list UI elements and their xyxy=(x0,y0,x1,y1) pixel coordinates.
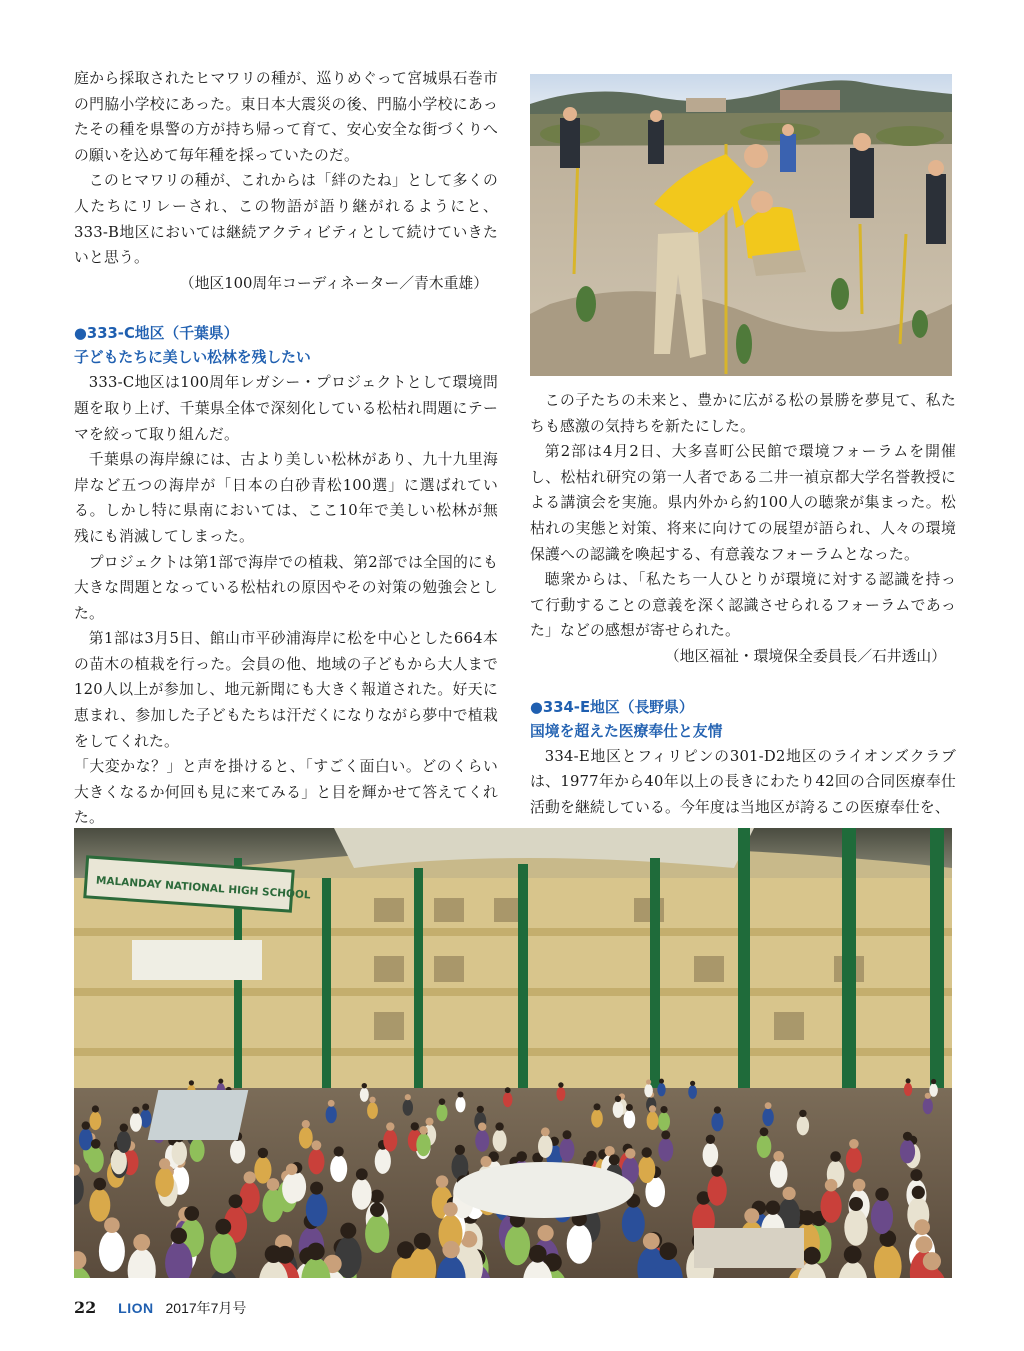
body-paragraph: 千葉県の海岸線には、古より美しい松林があり、九十九里海岸など五つの海岸が「日本の白砂青松100選」に選ばれている。しかし特に県南においては、ここ10年で美しい松林が無残にも消滅してしまった。 xyxy=(74,451,498,545)
intro-paragraph: 庭から採取されたヒマワリの種が、巡りめぐって宮城県石巻市の門脇小学校にあった。東日本大震災の後、門脇小学校にあったその種を県警の方が持ち帰って育て、安心安全な街づくりへの願いを込めて毎年種を採っていたのだ。 xyxy=(74,70,498,164)
body-paragraph: 第1部は3月5日、館山市平砂浦海岸に松を中心とした664本の苗木の植栽を行った。会員の他、地域の子どもから大人まで120人以上が参加し、地元新聞にも大きく報道された。好天に恵まれ、参加した子どもたちは汗だくになりながら夢中で植栽をしてくれた。 xyxy=(74,630,498,750)
body-paragraph: プロジェクトは第1部で海岸での植栽、第2部では全国的にも大きな問題となっている松枯れの原因やその対策の勉強会とした。 xyxy=(74,553,498,622)
quote-paragraph: 「大変かな？」と声を掛けると、「すごく面白い。どのくらい大きくなるか何回も見に来てみる」と目を輝かせて答えてくれた。 xyxy=(74,758,498,827)
left-column xyxy=(74,66,498,831)
body-paragraph: 第2部は4月2日、大多喜町公民館で環境フォーラムを開催し、松枯れ研究の第一人者である二井一禎京都大学名誉教授による講演会を実施。県内外から約100人の聴衆が集まった。松枯れの実態と対策、将来に向けての展望が語られ、人々の環境保護への認識を喚起する、有意義なフォーラムとなった。 xyxy=(530,443,956,563)
article-credit: （地区100周年コーディネーター／青木重雄） xyxy=(179,274,488,292)
medical-mission-photo xyxy=(74,828,952,1278)
right-column xyxy=(530,388,956,820)
section-subheading-333c: 子どもたちに美しい松林を残したい xyxy=(74,349,311,367)
page-number: 22 xyxy=(74,1298,97,1317)
issue-date: 2017年7月号 xyxy=(165,1300,247,1316)
body-paragraph: 333-C地区は100周年レガシー・プロジェクトとして環境問題を取り上げ、千葉県全体で深刻化している松枯れ問題にテーマを絞って取り組んだ。 xyxy=(74,374,498,443)
intro-paragraph: このヒマワリの種が、これからは「絆のたね」として多くの人たちにリレーされ、この物語が語り継がれるようにと、333-B地区においては継続アクティビティとして続けていきたいと思う。 xyxy=(74,172,498,267)
section-heading-333c: ●333-C地区（千葉県） xyxy=(74,325,239,343)
tree-planting-photo xyxy=(530,74,952,376)
body-paragraph: 聴衆からは、「私たち一人ひとりが環境に対する認識を持って行動することの意義を深く認識させられるフォーラムであった」などの感想が寄せられた。 xyxy=(530,571,956,640)
magazine-brand: LION xyxy=(118,1300,154,1316)
section-heading-334e: ●334-E地区（長野県） xyxy=(530,698,694,716)
section-subheading-334e: 国境を超えた医療奉仕と友情 xyxy=(530,722,723,740)
body-paragraph: この子たちの未来と、豊かに広がる松の景勝を夢見て、私たちも感激の気持ちを新たにした。 xyxy=(530,392,956,435)
body-paragraph: 334-E地区とフィリピンの301-D2地区のライオンズクラブは、1977年から40年以上の長きにわたり42回の合同医療奉仕活動を継続している。今年度は当地区が誇るこの医療奉仕を、 xyxy=(530,747,956,816)
article-credit: （地区福祉・環境保全委員長／石井透山） xyxy=(664,647,946,665)
school-sign-text: MALANDAY NATIONAL HIGH SCHOOL xyxy=(95,874,311,902)
page-footer xyxy=(74,1298,246,1318)
